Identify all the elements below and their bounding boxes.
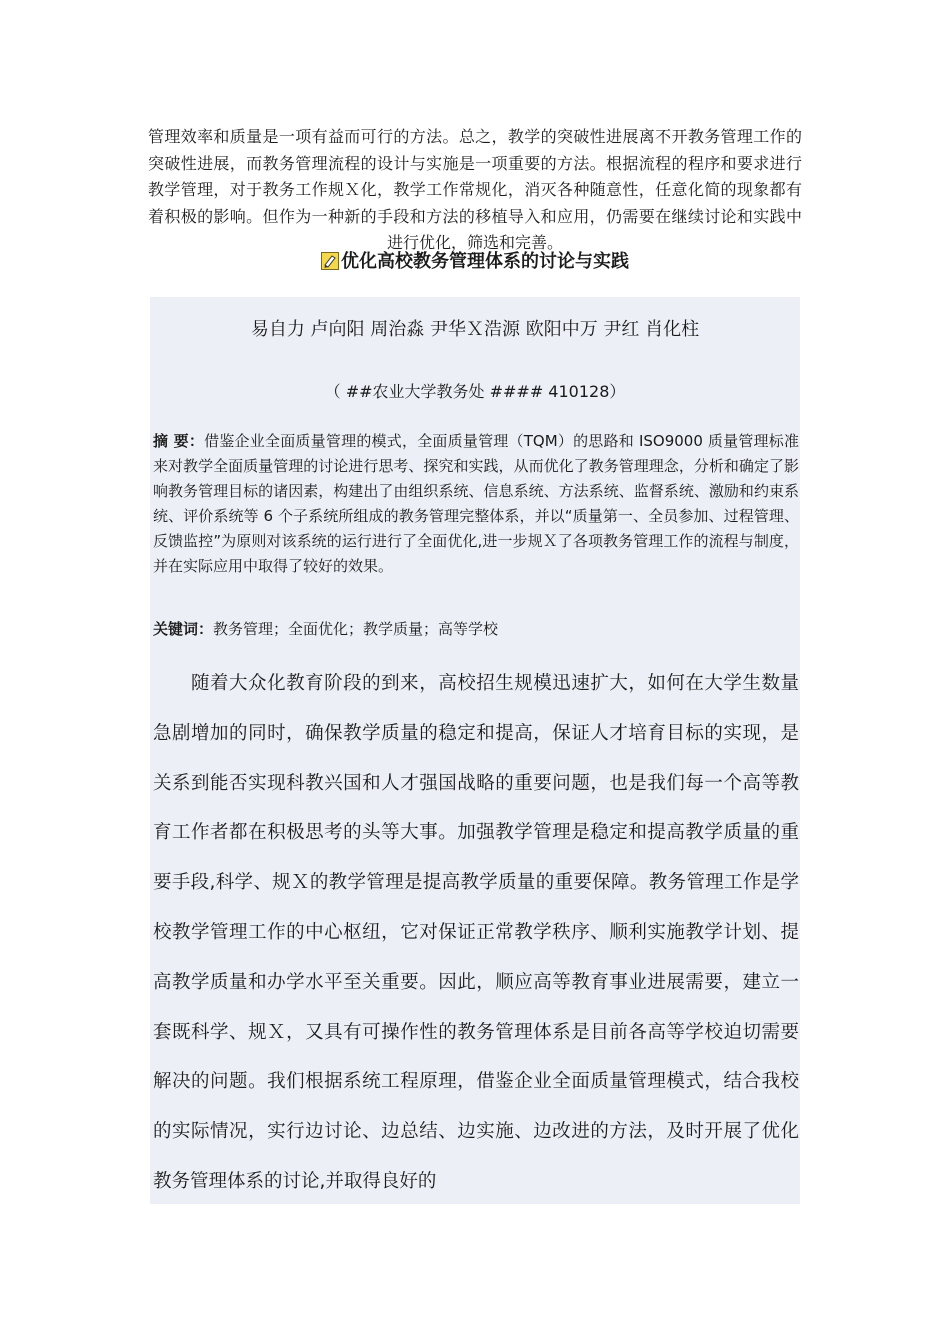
affiliation-line: （ ##农业大学教务处 #### 410128）: [324, 382, 626, 401]
intro-paragraph: 管理效率和质量是一项有益而可行的方法。总之，教学的突破性进展离不开教务管理工作的突破性进展，而教务管理流程的设计与实施是一项重要的方法。根据流程的程序和要求进行教学管理，对于教务工作规Ｘ化，教学工作常规化，消灭各种随意性，任意化简的现象都有着积极的影响。但作为一种新的手段和方法的移植导入和应用，仍需要在继续讨论和实践中进行优化，筛选和完善。: [148, 127, 802, 252]
document-edit-icon: [321, 252, 339, 270]
abstract: [153, 429, 799, 579]
article-panel: [150, 297, 800, 1204]
authors-line: 易自力 卢向阳 周治淼 尹华Ｘ浩源 欧阳中万 尹红 肖化柱: [250, 319, 700, 340]
article-title-text: 优化高校教务管理体系的讨论与实践: [341, 251, 629, 272]
abstract-label: 摘 要：: [153, 432, 205, 450]
keywords-label: 关键词：: [153, 620, 214, 638]
keywords: [153, 617, 799, 642]
article-title: [148, 248, 802, 276]
body-paragraph: 随着大众化教育阶段的到来，高校招生规模迅速扩大，如何在大学生数量急剧增加的同时，确保教学质量的稳定和提高，保证人才培育目标的实现，是关系到能否实现科教兴国和人才强国战略的重要问题，也是我们每一个高等教育工作者都在积极思考的头等大事。加强教学管理是稳定和提高教学质量的重要手段,科学、规Ｘ的教学管理是提高教学质量的重要保障。教务管理工作是学校教学管理工作的中心枢纽，它对保证正常教学秩序、顺利实施教学计划、提高教学质量和办学水平至关重要。因此，顺应高等教育事业进展需要，建立一套既科学、规Ｘ，又具有可操作性的教务管理体系是目前各高等学校迫切需要解决的问题。我们根据系统工程原理，借鉴企业全面质量管理模式，结合我校的实际情况，实行边讨论、边总结、边实施、边改进的方法，及时开展了优化教务管理体系的讨论,并取得良好的: [153, 673, 799, 1192]
abstract-text: 借鉴企业全面质量管理的模式，全面质量管理（TQM）的思路和 ISO9000 质量管理标准来对教学全面质量管理的讨论进行思考、探究和实践，从而优化了教务管理理念，分析和确定了影响教务管理目标的诸因素，构建出了由组织系统、信息系统、方法系统、监督系统、激励和约束系统、评价系统等 6 个子系统所组成的教务管理完整体系，并以“质量第一、全员参加、过程管理、反馈监控”为原则对该系统的运行进行了全面优化,进一步规Ｘ了各项教务管理工作的流程与制度，并在实际应用中取得了较好的效果。: [153, 432, 799, 575]
keywords-text: 教务管理；全面优化；教学质量；高等学校: [213, 620, 499, 638]
